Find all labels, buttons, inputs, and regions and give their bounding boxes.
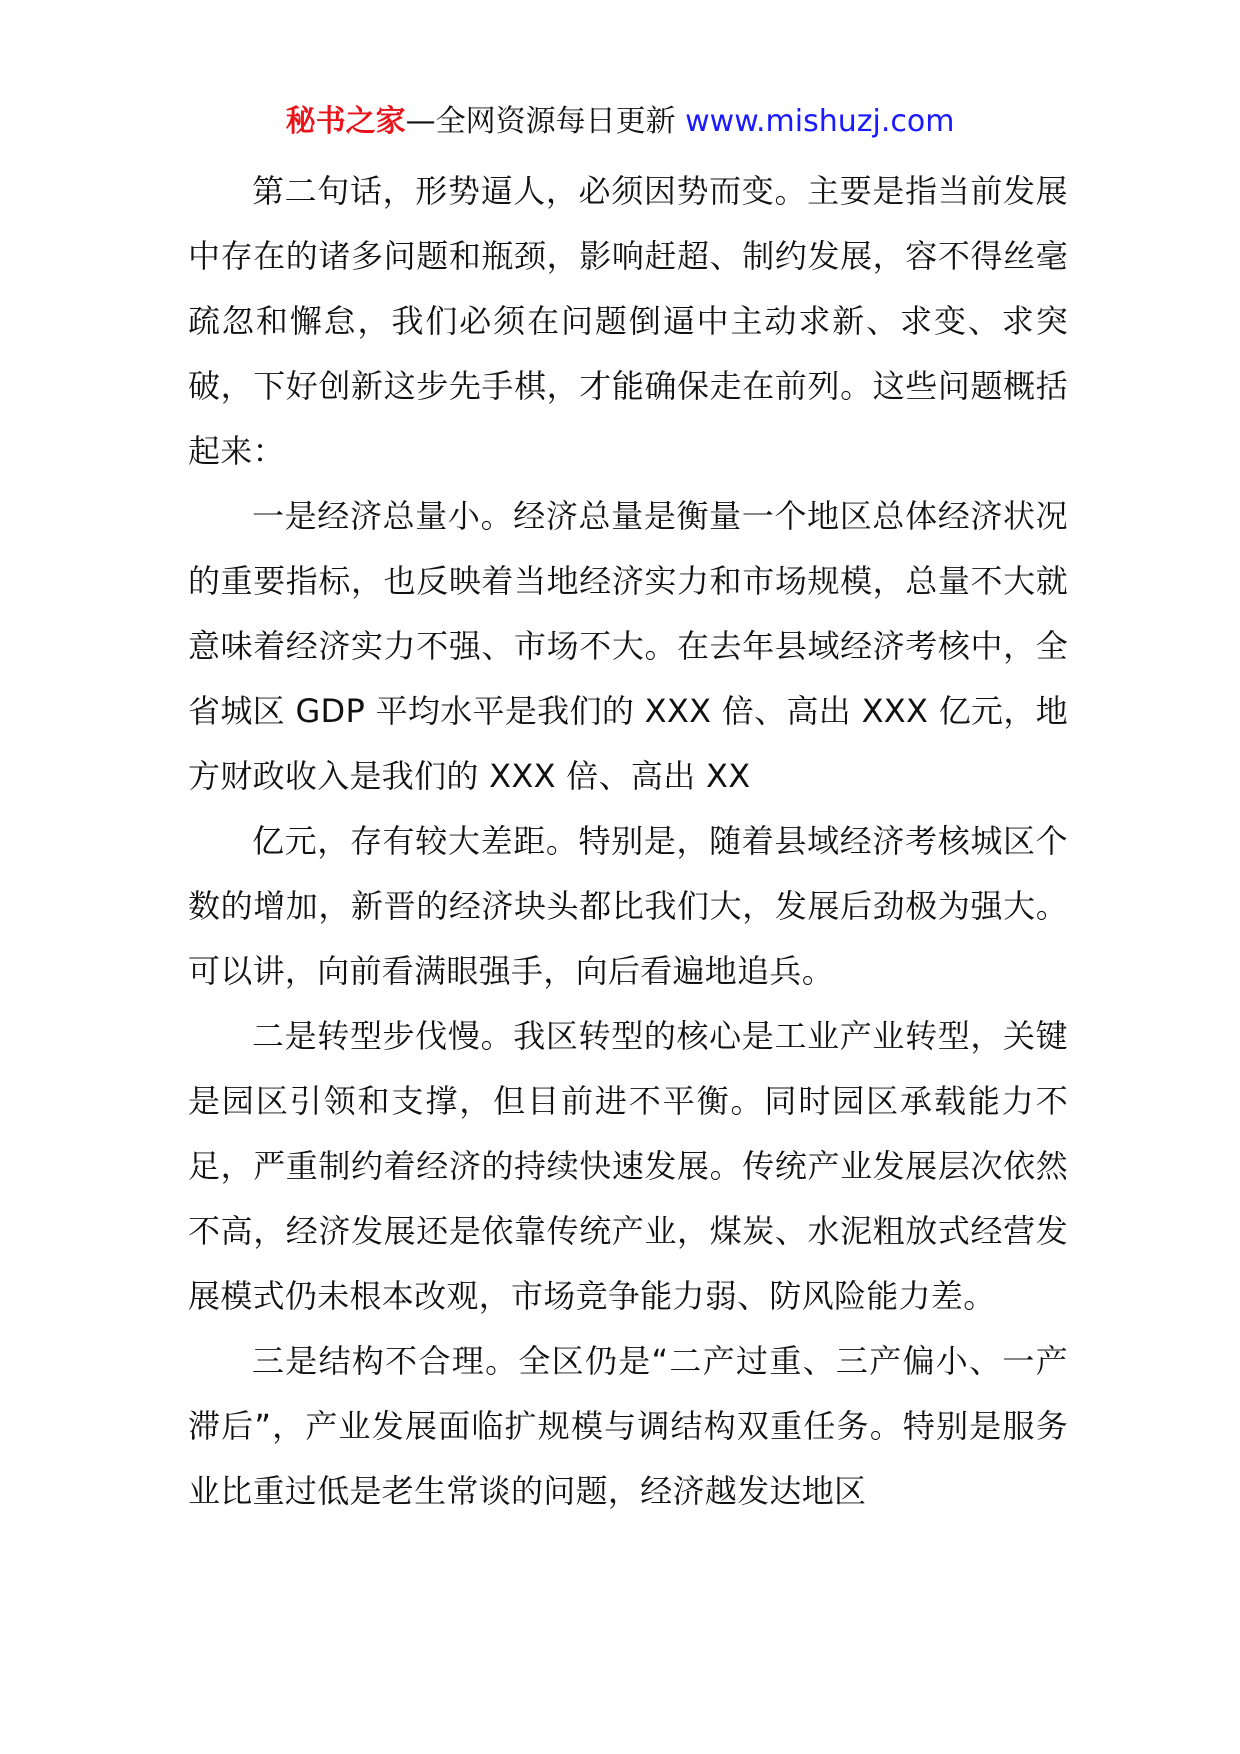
paragraph-situation: 第二句话，形势逼人，必须因势而变。主要是指当前发展中存在的诸多问题和瓶颈，影响赶超、制约发展，容不得丝毫疏忽和懈怠，我们必须在问题倒逼中主动求新、求变、求突破，下好创新这步先手棋，才能确保走在前列。这些问题概括起来： [188, 172, 1068, 470]
paragraph-economic-scale: 一是经济总量小。经济总量是衡量一个地区总体经济状况的重要指标，也反映着当地经济实力和市场规模，总量不大就意味着经济实力不强、市场不大。在去年县域经济考核中，全省城区 GDP 平均水平是我们的 XXX 倍、高出 XXX 亿元，地方财政收入是我们的 XXX 倍、高出 XX [188, 497, 1068, 795]
site-url-link[interactable]: www.mishuzj.com [685, 104, 955, 139]
site-header [0, 100, 1240, 144]
paragraph-gap: 亿元，存有较大差距。特别是，随着县域经济考核城区个数的增加，新晋的经济块头都比我们大，发展后劲极为强大。可以讲，向前看满眼强手，向后看遍地追兵。 [188, 822, 1068, 990]
site-tagline: —全网资源每日更新 [405, 104, 686, 139]
site-brand: 秘书之家 [285, 104, 406, 139]
document-body [188, 159, 1068, 1524]
paragraph-transformation: 二是转型步伐慢。我区转型的核心是工业产业转型，关键是园区引领和支撑，但目前进不平衡。同时园区承载能力不足，严重制约着经济的持续快速发展。传统产业发展层次依然不高，经济发展还是依靠传统产业，煤炭、水泥粗放式经营发展模式仍未根本改观，市场竞争能力弱、防风险能力差。 [188, 1017, 1068, 1315]
paragraph-structure: 三是结构不合理。全区仍是“二产过重、三产偏小、一产滞后”，产业发展面临扩规模与调结构双重任务。特别是服务业比重过低是老生常谈的问题，经济越发达地区 [188, 1342, 1068, 1510]
